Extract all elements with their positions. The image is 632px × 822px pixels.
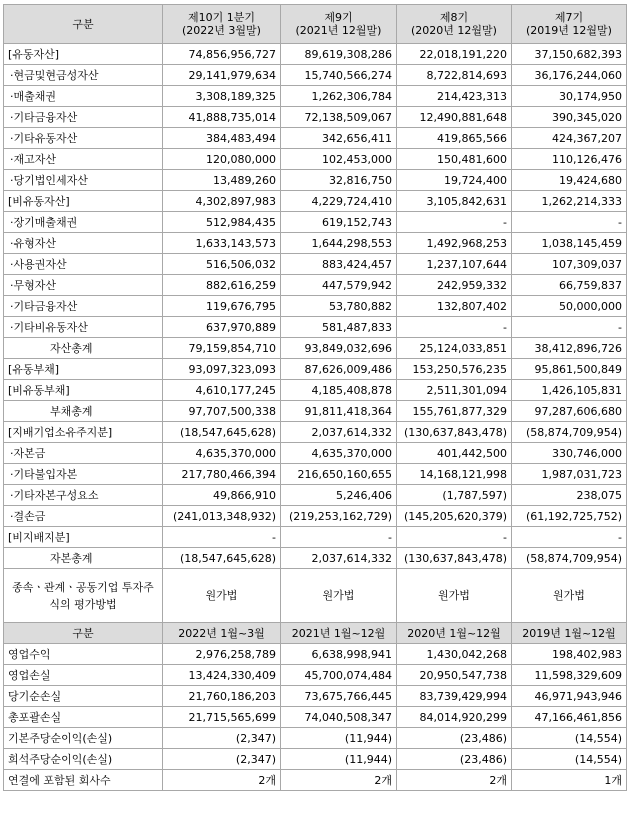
row-value: 1,262,306,784 [281, 86, 397, 107]
row-value: 4,635,370,000 [281, 443, 397, 464]
method-label: 종속ㆍ관계ㆍ공동기업 투자주식의 평가방법 [4, 569, 163, 623]
row-value: 1,426,105,831 [512, 380, 627, 401]
header-category: 구분 [4, 5, 163, 44]
row-label: [비지배지분] [4, 527, 163, 548]
row-value: 1,633,143,573 [163, 233, 281, 254]
row-label: [비유동부채] [4, 380, 163, 401]
balance-row [4, 359, 627, 380]
row-value: 238,075 [512, 485, 627, 506]
row-value: 95,861,500,849 [512, 359, 627, 380]
balance-row [4, 401, 627, 422]
income-header-period-4: 2019년 1월~12월 [512, 623, 627, 644]
header-period-2: 제9기 (2021년 12월말) [281, 5, 397, 44]
row-value: 29,141,979,634 [163, 65, 281, 86]
row-value: (145,205,620,379) [397, 506, 512, 527]
row-label: 영업손실 [4, 665, 163, 686]
balance-row [4, 380, 627, 401]
row-value: 30,174,950 [512, 86, 627, 107]
row-value: 13,424,330,409 [163, 665, 281, 686]
income-row [4, 770, 627, 791]
row-value: - [512, 212, 627, 233]
row-value: 25,124,033,851 [397, 338, 512, 359]
row-value: (23,486) [397, 728, 512, 749]
row-value: - [397, 317, 512, 338]
row-value: 2개 [163, 770, 281, 791]
row-value: (11,944) [281, 749, 397, 770]
row-value: - [512, 527, 627, 548]
method-value: 원가법 [397, 569, 512, 623]
income-row [4, 707, 627, 728]
row-value: 447,579,942 [281, 275, 397, 296]
row-value: (2,347) [163, 749, 281, 770]
balance-row [4, 506, 627, 527]
row-value: 12,490,881,648 [397, 107, 512, 128]
row-value: 1,430,042,268 [397, 644, 512, 665]
row-label: 연결에 포함된 회사수 [4, 770, 163, 791]
row-value: 882,616,259 [163, 275, 281, 296]
row-label: ·결손금 [4, 506, 163, 527]
balance-row [4, 296, 627, 317]
row-value: 13,489,260 [163, 170, 281, 191]
row-value: 21,715,565,699 [163, 707, 281, 728]
row-value: 22,018,191,220 [397, 44, 512, 65]
row-value: (14,554) [512, 728, 627, 749]
row-value: 330,746,000 [512, 443, 627, 464]
row-value: 49,866,910 [163, 485, 281, 506]
income-header-period-1: 2022년 1월~3월 [163, 623, 281, 644]
row-value: 132,807,402 [397, 296, 512, 317]
row-value: (23,486) [397, 749, 512, 770]
row-value: 41,888,735,014 [163, 107, 281, 128]
balance-row [4, 233, 627, 254]
header-row [4, 5, 627, 44]
row-value: 89,619,308,286 [281, 44, 397, 65]
row-value: 37,150,682,393 [512, 44, 627, 65]
row-value: (14,554) [512, 749, 627, 770]
row-value: 581,487,833 [281, 317, 397, 338]
row-label: [유동부채] [4, 359, 163, 380]
balance-row [4, 191, 627, 212]
row-value: 512,984,435 [163, 212, 281, 233]
balance-row [4, 170, 627, 191]
row-value: 384,483,494 [163, 128, 281, 149]
row-value: 45,700,074,484 [281, 665, 397, 686]
row-value: (11,944) [281, 728, 397, 749]
row-label: ·재고자산 [4, 149, 163, 170]
row-value: 198,402,983 [512, 644, 627, 665]
income-statement-body [4, 644, 627, 791]
balance-row [4, 44, 627, 65]
balance-row [4, 317, 627, 338]
row-label: [비유동자산] [4, 191, 163, 212]
row-value: 97,287,606,680 [512, 401, 627, 422]
row-label: 총포괄손실 [4, 707, 163, 728]
income-row [4, 728, 627, 749]
row-value: (58,874,709,954) [512, 548, 627, 569]
row-label: ·유형자산 [4, 233, 163, 254]
row-label: ·기타유동자산 [4, 128, 163, 149]
row-value: 84,014,920,299 [397, 707, 512, 728]
header-period-1: 제10기 1분기 (2022년 3월말) [163, 5, 281, 44]
row-value: 1개 [512, 770, 627, 791]
row-value: 38,412,896,726 [512, 338, 627, 359]
method-value: 원가법 [512, 569, 627, 623]
row-label: ·기타금융자산 [4, 107, 163, 128]
row-value: 14,168,121,998 [397, 464, 512, 485]
row-label: [지배기업소유주지분] [4, 422, 163, 443]
row-value: 91,811,418,364 [281, 401, 397, 422]
row-value: 1,038,145,459 [512, 233, 627, 254]
row-value: 2,511,301,094 [397, 380, 512, 401]
row-value: 2,037,614,332 [281, 548, 397, 569]
income-header-period-3: 2020년 1월~12월 [397, 623, 512, 644]
row-value: (1,787,597) [397, 485, 512, 506]
row-value: - [281, 527, 397, 548]
row-value: 390,345,020 [512, 107, 627, 128]
row-value: 401,442,500 [397, 443, 512, 464]
balance-row [4, 443, 627, 464]
row-value: 119,676,795 [163, 296, 281, 317]
income-header-category: 구분 [4, 623, 163, 644]
row-value: 153,250,576,235 [397, 359, 512, 380]
row-value: 637,970,889 [163, 317, 281, 338]
row-value: 516,506,032 [163, 254, 281, 275]
row-value: 15,740,566,274 [281, 65, 397, 86]
row-value: (219,253,162,729) [281, 506, 397, 527]
row-value: 19,424,680 [512, 170, 627, 191]
row-value: 110,126,476 [512, 149, 627, 170]
header-period-4: 제7기 (2019년 12월말) [512, 5, 627, 44]
balance-sheet-body [4, 44, 627, 569]
row-value: - [397, 527, 512, 548]
row-label: ·기타불입자본 [4, 464, 163, 485]
row-label: ·현금및현금성자산 [4, 65, 163, 86]
financial-table [3, 4, 627, 791]
row-value: 11,598,329,609 [512, 665, 627, 686]
balance-row [4, 254, 627, 275]
row-value: 3,308,189,325 [163, 86, 281, 107]
row-label: ·자본금 [4, 443, 163, 464]
row-label: ·당기법인세자산 [4, 170, 163, 191]
row-value: 8,722,814,693 [397, 65, 512, 86]
balance-row [4, 275, 627, 296]
row-label: ·매출채권 [4, 86, 163, 107]
row-value: 87,626,009,486 [281, 359, 397, 380]
row-label: 자본총계 [4, 548, 163, 569]
row-value: 2,976,258,789 [163, 644, 281, 665]
header-period-3: 제8기 (2020년 12월말) [397, 5, 512, 44]
row-value: 74,040,508,347 [281, 707, 397, 728]
row-value: 102,453,000 [281, 149, 397, 170]
balance-row [4, 65, 627, 86]
row-value: 20,950,547,738 [397, 665, 512, 686]
financial-summary [3, 4, 627, 791]
income-row [4, 644, 627, 665]
row-value: (2,347) [163, 728, 281, 749]
row-value: 4,185,408,878 [281, 380, 397, 401]
row-value: 93,849,032,696 [281, 338, 397, 359]
balance-row [4, 485, 627, 506]
row-label: ·사용권자산 [4, 254, 163, 275]
row-label: [유동자산] [4, 44, 163, 65]
balance-row [4, 548, 627, 569]
row-value: (18,547,645,628) [163, 548, 281, 569]
row-value: 19,724,400 [397, 170, 512, 191]
row-value: 36,176,244,060 [512, 65, 627, 86]
row-value: 6,638,998,941 [281, 644, 397, 665]
balance-row [4, 149, 627, 170]
balance-row [4, 422, 627, 443]
row-value: 214,423,313 [397, 86, 512, 107]
row-label: ·기타자본구성요소 [4, 485, 163, 506]
row-value: 1,644,298,553 [281, 233, 397, 254]
row-value: - [512, 317, 627, 338]
income-row [4, 749, 627, 770]
balance-row [4, 464, 627, 485]
income-header-row [4, 623, 627, 644]
row-label: ·기타금융자산 [4, 296, 163, 317]
row-value: 4,610,177,245 [163, 380, 281, 401]
method-value: 원가법 [281, 569, 397, 623]
row-label: 부채총계 [4, 401, 163, 422]
income-row [4, 686, 627, 707]
balance-row [4, 86, 627, 107]
row-value: 1,492,968,253 [397, 233, 512, 254]
income-header-period-2: 2021년 1월~12월 [281, 623, 397, 644]
balance-row [4, 107, 627, 128]
row-value: 93,097,323,093 [163, 359, 281, 380]
row-label: ·장기매출채권 [4, 212, 163, 233]
row-label: 당기순손실 [4, 686, 163, 707]
row-value: 2,037,614,332 [281, 422, 397, 443]
row-value: (130,637,843,478) [397, 548, 512, 569]
row-value: - [163, 527, 281, 548]
row-value: 155,761,877,329 [397, 401, 512, 422]
row-value: 3,105,842,631 [397, 191, 512, 212]
income-row [4, 665, 627, 686]
row-value: - [397, 212, 512, 233]
valuation-method-row [4, 569, 627, 623]
balance-row [4, 212, 627, 233]
row-value: 73,675,766,445 [281, 686, 397, 707]
row-value: 120,080,000 [163, 149, 281, 170]
row-value: 72,138,509,067 [281, 107, 397, 128]
row-value: 5,246,406 [281, 485, 397, 506]
row-value: 50,000,000 [512, 296, 627, 317]
row-value: 4,635,370,000 [163, 443, 281, 464]
row-value: 4,302,897,983 [163, 191, 281, 212]
row-value: 66,759,837 [512, 275, 627, 296]
row-value: (61,192,725,752) [512, 506, 627, 527]
row-value: 883,424,457 [281, 254, 397, 275]
row-value: 2개 [281, 770, 397, 791]
row-value: 1,987,031,723 [512, 464, 627, 485]
row-value: 1,262,214,333 [512, 191, 627, 212]
row-value: 150,481,600 [397, 149, 512, 170]
row-value: 342,656,411 [281, 128, 397, 149]
row-value: 619,152,743 [281, 212, 397, 233]
row-value: 97,707,500,338 [163, 401, 281, 422]
row-value: 217,780,466,394 [163, 464, 281, 485]
row-value: 83,739,429,994 [397, 686, 512, 707]
row-value: 419,865,566 [397, 128, 512, 149]
row-value: (18,547,645,628) [163, 422, 281, 443]
row-value: 1,237,107,644 [397, 254, 512, 275]
row-label: 희석주당순이익(손실) [4, 749, 163, 770]
row-value: 4,229,724,410 [281, 191, 397, 212]
row-label: ·무형자산 [4, 275, 163, 296]
row-value: 47,166,461,856 [512, 707, 627, 728]
row-value: 79,159,854,710 [163, 338, 281, 359]
row-value: 424,367,207 [512, 128, 627, 149]
balance-row [4, 338, 627, 359]
row-value: 74,856,956,727 [163, 44, 281, 65]
row-value: 21,760,186,203 [163, 686, 281, 707]
row-value: 242,959,332 [397, 275, 512, 296]
row-value: 2개 [397, 770, 512, 791]
method-body [4, 569, 627, 644]
row-value: 216,650,160,655 [281, 464, 397, 485]
row-value: (58,874,709,954) [512, 422, 627, 443]
balance-row [4, 128, 627, 149]
row-label: ·기타비유동자산 [4, 317, 163, 338]
row-value: 107,309,037 [512, 254, 627, 275]
row-value: 53,780,882 [281, 296, 397, 317]
row-label: 기본주당순이익(손실) [4, 728, 163, 749]
balance-row [4, 527, 627, 548]
row-label: 자산총계 [4, 338, 163, 359]
row-value: (130,637,843,478) [397, 422, 512, 443]
row-label: 영업수익 [4, 644, 163, 665]
row-value: 46,971,943,946 [512, 686, 627, 707]
row-value: 32,816,750 [281, 170, 397, 191]
method-value: 원가법 [163, 569, 281, 623]
row-value: (241,013,348,932) [163, 506, 281, 527]
